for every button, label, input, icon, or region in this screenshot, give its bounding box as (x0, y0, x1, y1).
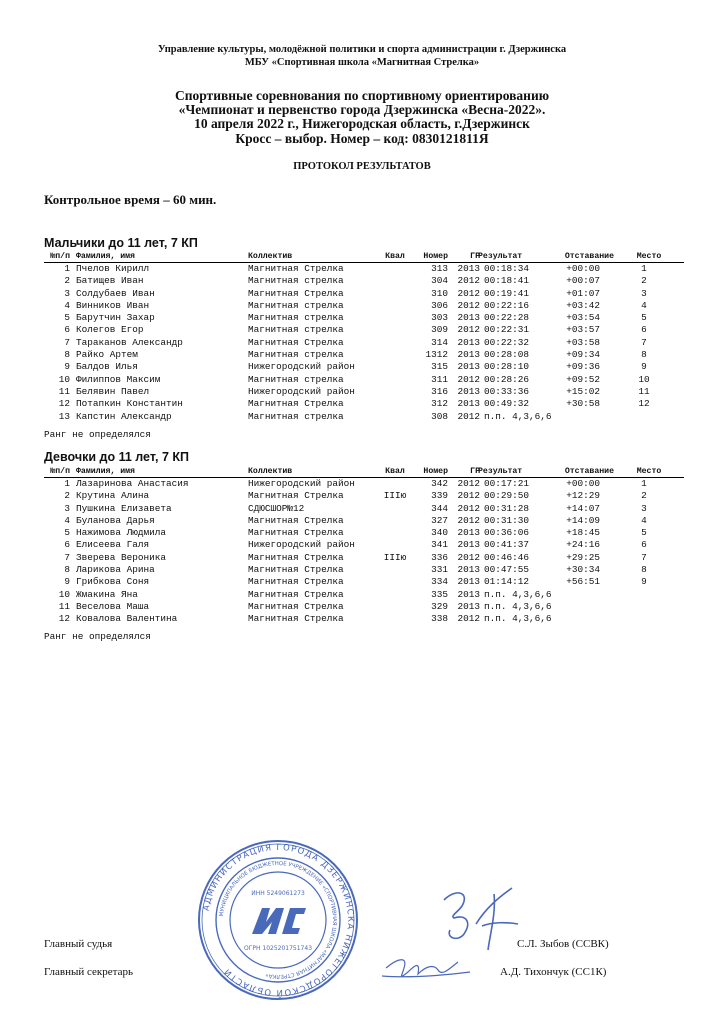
cell-num: 4 (64, 514, 70, 526)
cell-gap: +14:07 (566, 502, 600, 514)
table-row (44, 263, 684, 275)
results-table-girls (44, 466, 684, 626)
header-num: №п/п (50, 467, 70, 476)
cell-num: 7 (64, 551, 70, 563)
cell-result: 00:36:06 (484, 527, 530, 539)
cell-bib: 315 (431, 361, 448, 373)
cell-result: п.п. 4,3,6,6 (484, 588, 552, 600)
cell-gap: +56:51 (566, 576, 600, 588)
header-name: Фамилия, имя (76, 252, 135, 261)
table-row (44, 300, 684, 312)
cell-team: Нижегородский район (248, 361, 355, 373)
table-row (44, 398, 684, 410)
cell-bib: 335 (431, 588, 448, 600)
header-gap: Отставание (564, 467, 614, 476)
cell-place: 4 (641, 514, 647, 526)
table-row (44, 411, 684, 423)
cell-year: 2013 (457, 398, 480, 410)
cell-team: Магнитная Стрелка (248, 551, 344, 563)
cell-result: 00:49:32 (484, 398, 530, 410)
table-row (44, 275, 684, 287)
cell-team: Магнитная стрелка (248, 299, 344, 311)
cell-name: Винников Иван (76, 299, 150, 311)
header-bib: Номер (423, 252, 448, 261)
table-row (44, 288, 684, 300)
cell-name: Батищев Иван (76, 275, 144, 287)
chief-judge-label: Главный судья (44, 938, 113, 950)
cell-num: 3 (64, 287, 70, 299)
header-team: Коллектив (248, 252, 293, 261)
cell-name: Пушкина Елизавета (76, 502, 172, 514)
header-num: №п/п (50, 252, 70, 261)
cell-year: 2013 (457, 385, 480, 397)
cell-place: 1 (641, 478, 647, 489)
cell-year: 2012 (457, 373, 480, 385)
cell-result: 00:33:36 (484, 385, 530, 397)
cell-gap: +18:45 (566, 527, 600, 539)
table-row (44, 503, 684, 515)
cell-gap: +00:00 (566, 263, 600, 274)
cell-result: 00:41:37 (484, 539, 530, 551)
header-year: ГР (470, 252, 480, 261)
cell-team: Магнитная стрелка (248, 275, 344, 287)
cell-name: Колегов Егор (76, 324, 144, 336)
cell-year: 2012 (457, 551, 480, 563)
cell-place: 1 (641, 263, 647, 274)
cell-team: Магнитная стрелка (248, 312, 344, 324)
cell-place: 3 (641, 287, 647, 299)
cell-result: 00:46:46 (484, 551, 530, 563)
cell-result: 00:28:08 (484, 349, 530, 361)
cell-name: Балдов Илья (76, 361, 138, 373)
cell-bib: 311 (431, 373, 448, 385)
table-header (44, 466, 684, 478)
cell-num: 11 (58, 600, 70, 612)
cell-num: 3 (64, 502, 70, 514)
cell-name: Потапкин Константин (76, 398, 183, 410)
cell-result: 00:22:28 (484, 312, 530, 324)
cell-name: Тараканов Александр (76, 336, 183, 348)
cell-gap: +09:52 (566, 373, 600, 385)
cell-gap: +30:34 (566, 564, 600, 576)
table-row (44, 349, 684, 361)
cell-place: 5 (641, 312, 647, 324)
cell-bib: 310 (431, 287, 448, 299)
cell-team: Магнитная стрелка (248, 410, 344, 422)
cell-team: Магнитная Стрелка (248, 564, 344, 576)
cell-num: 7 (64, 336, 70, 348)
cell-name: Солдубаев Иван (76, 287, 155, 299)
table-row (44, 324, 684, 336)
table-row (44, 527, 684, 539)
table-row (44, 552, 684, 564)
cell-year: 2012 (457, 514, 480, 526)
cell-team: Магнитная Стрелка (248, 398, 344, 410)
cell-gap: +29:25 (566, 551, 600, 563)
cell-num: 2 (64, 490, 70, 502)
cell-result: 01:14:12 (484, 576, 530, 588)
cell-num: 5 (64, 312, 70, 324)
title-line-1: Спортивные соревнования по спортивному ориентированию (174, 88, 550, 103)
stamp-outer-text: АДМИНИСТРАЦИЯ ГОРОДА ДЗЕРЖИНСКА НИЖЕГОРОДСКОЙ ОБЛАСТИ (201, 842, 356, 998)
cell-team: Магнитная Стрелка (248, 613, 344, 625)
cell-team: Магнитная Стрелка (248, 600, 344, 612)
cell-year: 2012 (457, 502, 480, 514)
cell-bib: 304 (431, 275, 448, 287)
cell-name: Жмакина Яна (76, 588, 138, 600)
table-row (44, 576, 684, 588)
stamp-logo (252, 908, 306, 934)
header-team: Коллектив (248, 467, 293, 476)
cell-gap: +03:57 (566, 324, 600, 336)
cell-gap: +00:07 (566, 275, 600, 287)
cell-gap: +24:16 (566, 539, 600, 551)
results-table-boys (44, 251, 684, 423)
cell-year: 2012 (457, 410, 480, 422)
cell-year: 2013 (457, 576, 480, 588)
cell-year: 2012 (457, 324, 480, 336)
cell-team: Магнитная стрелка (248, 373, 344, 385)
cell-bib: 342 (431, 478, 448, 489)
chief-judge-name: С.Л. Зыбов (ССВК) (517, 938, 609, 950)
group-title-boys: Мальчики до 11 лет, 7 КП (44, 236, 198, 250)
cell-num: 8 (64, 349, 70, 361)
cell-bib: 340 (431, 527, 448, 539)
cell-year: 2012 (457, 490, 480, 502)
cell-result: п.п. 4,3,6,6 (484, 600, 552, 612)
rank-note-boys: Ранг не определялся (44, 429, 151, 440)
cell-gap: +03:58 (566, 336, 600, 348)
cell-year: 2012 (457, 613, 480, 625)
cell-gap: +15:02 (566, 385, 600, 397)
cell-year: 2013 (457, 527, 480, 539)
protocol-title: ПРОТОКОЛ РЕЗУЛЬТАТОВ (293, 161, 431, 172)
cell-place: 9 (641, 361, 647, 373)
table-row (44, 564, 684, 576)
cell-team: Нижегородский район (248, 385, 355, 397)
cell-place: 5 (641, 527, 647, 539)
cell-name: Капстин Александр (76, 410, 172, 422)
cell-gap: +09:34 (566, 349, 600, 361)
org-line-2: МБУ «Спортивная школа «Магнитная Стрелка» (244, 57, 480, 68)
cell-result: 00:22:31 (484, 324, 530, 336)
cell-team: Магнитная Стрелка (248, 263, 344, 274)
table-row (44, 361, 684, 373)
cell-bib: 327 (431, 514, 448, 526)
cell-name: Крутина Алина (76, 490, 150, 502)
cell-year: 2013 (457, 312, 480, 324)
cell-place: 12 (638, 398, 650, 410)
control-time: Контрольное время – 60 мин. (44, 192, 217, 207)
cell-name: Белявин Павел (76, 385, 150, 397)
cell-result: 00:28:10 (484, 361, 530, 373)
cell-year: 2013 (457, 588, 480, 600)
title-line-2: «Чемпионат и первенство города Дзержинска «Весна-2022». (178, 102, 546, 117)
cell-year: 2013 (457, 600, 480, 612)
table-row (44, 490, 684, 502)
cell-gap: +00:00 (566, 478, 600, 489)
cell-year: 2012 (457, 478, 480, 489)
cell-year: 2013 (457, 263, 480, 274)
cell-bib: 331 (431, 564, 448, 576)
table-row (44, 312, 684, 324)
chief-secretary-name: А.Д. Тихончук (СС1К) (500, 966, 607, 978)
header-qual: Квал (385, 252, 405, 261)
cell-num: 4 (64, 299, 70, 311)
cell-result: п.п. 4,3,6,6 (484, 410, 552, 422)
cell-place: 8 (641, 349, 647, 361)
cell-year: 2013 (457, 564, 480, 576)
cell-team: Нижегородский район (248, 539, 355, 551)
cell-team: Нижегородский район (248, 478, 355, 489)
cell-bib: 313 (431, 263, 448, 274)
cell-result: 00:19:41 (484, 287, 530, 299)
cell-bib: 314 (431, 336, 448, 348)
table-header (44, 251, 684, 263)
cell-qual: IIIю (383, 490, 407, 502)
cell-name: Райко Артем (76, 349, 138, 361)
table-row (44, 386, 684, 398)
stamp-inner-text: МУНИЦИПАЛЬНОЕ БЮДЖЕТНОЕ УЧРЕЖДЕНИЕ «СПОРТИВНАЯ ШКОЛА «МАГНИТНАЯ СТРЕЛКА» (219, 860, 338, 980)
cell-result: 00:22:32 (484, 336, 530, 348)
cell-result: 00:47:55 (484, 564, 530, 576)
cell-name: Буланова Дарья (76, 514, 155, 526)
cell-num: 1 (64, 263, 70, 274)
cell-result: 00:28:26 (484, 373, 530, 385)
cell-num: 10 (58, 373, 70, 385)
cell-bib: 338 (431, 613, 448, 625)
cell-team: Магнитная Стрелка (248, 514, 344, 526)
cell-gap: +09:36 (566, 361, 600, 373)
cell-bib: 339 (431, 490, 448, 502)
cell-name: Зверева Вероника (76, 551, 167, 563)
cell-result: п.п. 4,3,6,6 (484, 613, 552, 625)
cell-gap: +01:07 (566, 287, 600, 299)
cell-num: 12 (58, 398, 70, 410)
cell-num: 9 (64, 576, 70, 588)
cell-team: Магнитная Стрелка (248, 336, 344, 348)
cell-bib: 309 (431, 324, 448, 336)
table-row (44, 601, 684, 613)
cell-place: 2 (641, 275, 647, 287)
cell-place: 11 (638, 385, 650, 397)
cell-name: Барутчин Захар (76, 312, 155, 324)
cell-qual: IIIю (383, 551, 407, 563)
cell-team: Магнитная Стрелка (248, 527, 344, 539)
chief-secretary-signature (378, 948, 474, 988)
cell-bib: 308 (431, 410, 448, 422)
cell-place: 6 (641, 324, 647, 336)
header-place: Место (636, 467, 662, 476)
stamp-inn: ИНН 5249061273 (251, 890, 305, 897)
header-qual: Квал (385, 467, 405, 476)
cell-team: Магнитная стрелка (248, 349, 344, 361)
cell-num: 9 (64, 361, 70, 373)
cell-year: 2013 (457, 336, 480, 348)
cell-num: 1 (64, 478, 70, 489)
cell-result: 00:18:41 (484, 275, 530, 287)
cell-place: 6 (641, 539, 647, 551)
cell-place: 8 (641, 564, 647, 576)
cell-num: 6 (64, 539, 70, 551)
cell-place: 7 (641, 551, 647, 563)
cell-bib: 316 (431, 385, 448, 397)
cell-bib: 1312 (425, 349, 448, 361)
cell-gap: +30:58 (566, 398, 600, 410)
cell-team: Магнитная Стрелка (248, 490, 344, 502)
table-row (44, 374, 684, 386)
table-row (44, 613, 684, 625)
cell-result: 00:18:34 (484, 263, 530, 274)
cell-team: Магнитная стрелка (248, 324, 344, 336)
header-result: Результат (478, 252, 523, 261)
cell-year: 2012 (457, 275, 480, 287)
table-row (44, 589, 684, 601)
cell-bib: 303 (431, 312, 448, 324)
org-line-1: Управление культуры, молодёжной политики и спорта администрации г. Дзержинска (157, 44, 567, 55)
cell-place: 7 (641, 336, 647, 348)
header-result: Результат (478, 467, 523, 476)
title-line-3: 10 апреля 2022 г., Нижегородская область, г.Дзержинск (194, 116, 530, 131)
cell-place: 10 (638, 373, 650, 385)
cell-name: Лазаринова Анастасия (76, 478, 189, 489)
cell-name: Пчелов Кирилл (76, 263, 150, 274)
table-row (44, 515, 684, 527)
cell-name: Филиппов Максим (76, 373, 161, 385)
cell-bib: 312 (431, 398, 448, 410)
cell-gap: +03:42 (566, 299, 600, 311)
cell-gap: +12:29 (566, 490, 600, 502)
cell-year: 2012 (457, 287, 480, 299)
cell-bib: 334 (431, 576, 448, 588)
cell-bib: 344 (431, 502, 448, 514)
header-year: ГР (470, 467, 480, 476)
cell-result: 00:31:28 (484, 502, 530, 514)
cell-year: 2012 (457, 299, 480, 311)
cell-num: 13 (58, 410, 70, 422)
cell-gap: +03:54 (566, 312, 600, 324)
chief-secretary-label: Главный секретарь (44, 966, 133, 978)
cell-team: СДЮСШОР№12 (248, 502, 305, 514)
cell-result: 00:22:16 (484, 299, 530, 311)
header-gap: Отставание (564, 252, 614, 261)
cell-team: Магнитная Стрелка (248, 287, 344, 299)
header-name: Фамилия, имя (76, 467, 135, 476)
table-row (44, 337, 684, 349)
cell-bib: 306 (431, 299, 448, 311)
group-title-girls: Девочки до 11 лет, 7 КП (44, 450, 189, 464)
cell-team: Магнитная Стрелка (248, 588, 344, 600)
cell-name: Ларикова Арина (76, 564, 155, 576)
cell-num: 8 (64, 564, 70, 576)
cell-name: Ковалова Валентина (76, 613, 178, 625)
cell-num: 12 (58, 613, 70, 625)
cell-name: Нажимова Людмила (76, 527, 167, 539)
cell-result: 00:31:30 (484, 514, 530, 526)
cell-num: 11 (58, 385, 70, 397)
cell-place: 3 (641, 502, 647, 514)
cell-place: 2 (641, 490, 647, 502)
cell-num: 2 (64, 275, 70, 287)
table-row (44, 539, 684, 551)
cell-num: 6 (64, 324, 70, 336)
table-row (44, 478, 684, 490)
cell-gap: +14:09 (566, 514, 600, 526)
header-place: Место (636, 252, 662, 261)
official-stamp (196, 838, 360, 1002)
cell-bib: 336 (431, 551, 448, 563)
stamp-ogrn: ОГРН 1025201751743 (243, 945, 313, 952)
cell-year: 2013 (457, 349, 480, 361)
cell-name: Веселова Маша (76, 600, 150, 612)
cell-bib: 341 (431, 539, 448, 551)
cell-year: 2013 (457, 361, 480, 373)
cell-name: Елисеева Галя (76, 539, 150, 551)
rank-note-girls: Ранг не определялся (44, 631, 151, 642)
header-bib: Номер (423, 467, 448, 476)
title-line-4: Кросс – выбор. Номер – код: 0830121811Я (235, 131, 489, 146)
cell-place: 4 (641, 299, 647, 311)
cell-result: 00:29:50 (484, 490, 530, 502)
cell-result: 00:17:21 (484, 478, 530, 489)
cell-team: Магнитная Стрелка (248, 576, 344, 588)
cell-num: 5 (64, 527, 70, 539)
cell-year: 2013 (457, 539, 480, 551)
cell-name: Грибкова Соня (76, 576, 150, 588)
cell-bib: 329 (431, 600, 448, 612)
cell-num: 10 (58, 588, 70, 600)
cell-place: 9 (641, 576, 647, 588)
